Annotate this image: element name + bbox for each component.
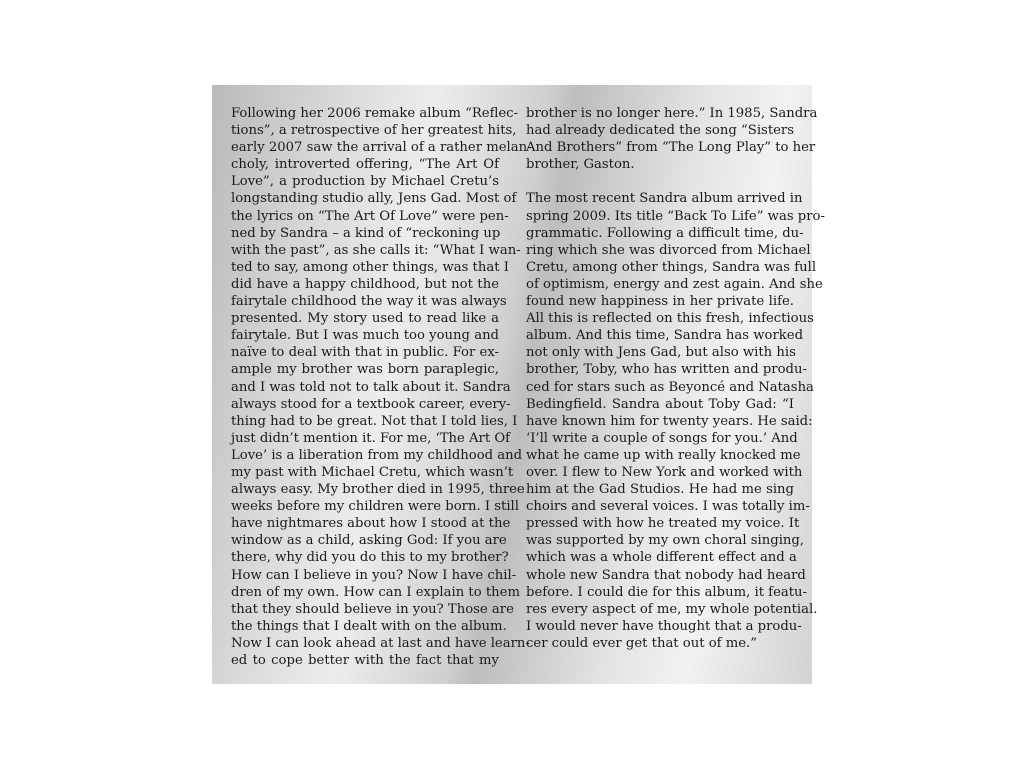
text-line: just didn’t mention it. For me, ‘The Art Of [231, 430, 511, 446]
text-line: that they should believe in you? Those are [231, 601, 514, 617]
text-line: dren of my own. How can I explain to them [231, 584, 520, 600]
text-line: res every aspect of me, my whole potential. [526, 601, 818, 617]
text-line: pressed with how he treated my voice. It [526, 516, 800, 532]
text-line: ed to cope better with the fact that my [231, 653, 499, 668]
text-line: him at the Gad Studios. He had me sing [526, 482, 794, 498]
text-line: which was a whole different effect and a [526, 550, 797, 566]
text-line: always easy. My brother died in 1995, three [231, 482, 525, 498]
text-line: Love’ is a liberation from my childhood and [231, 447, 523, 463]
text-line: before. I could die for this album, it featu- [526, 584, 807, 600]
text-line: Love”, a production by Michael Cretu’s [231, 174, 499, 190]
text-line: and I was told not to talk about it. Sandra [231, 379, 511, 395]
text-line: was supported by my own choral singing, [526, 533, 805, 549]
text-line: did have a happy childhood, but not the [231, 276, 499, 292]
text-line: All this is reflected on this fresh, infectious [526, 311, 814, 327]
text-line: choly, introverted offering, “The Art Of [231, 157, 499, 173]
text-line: choirs and several voices. I was totally im- [526, 499, 810, 515]
text-line: album. And this time, Sandra has worked [526, 328, 804, 344]
text-line: tions”, a retrospective of her greatest hits, [231, 123, 517, 139]
text-line: the lyrics on “The Art Of Love” were pen- [231, 208, 509, 224]
text-line: not only with Jens Gad, but also with his [526, 345, 796, 361]
text-line: brother is no longer here.” In 1985, Sandra [526, 106, 818, 121]
text-line: there, why did you do this to my brother? [231, 550, 509, 566]
text-line: of optimism, energy and zest again. And she [526, 276, 823, 292]
paragraph-gap [526, 173, 794, 190]
text-line: longstanding studio ally, Jens Gad. Most of [231, 191, 517, 207]
text-line: have known him for twenty years. He said: [526, 413, 813, 429]
right-text-column [526, 105, 825, 652]
text-line: brother, Gaston. [526, 157, 635, 173]
text-line: presented. My story used to read like a [231, 311, 499, 327]
text-line: early 2007 saw the arrival of a rather melan- [231, 140, 532, 156]
text-line: what he came up with really knocked me [526, 447, 801, 463]
text-line: fairytale childhood the way it was always [231, 294, 507, 310]
text-line: fairytale. But I was much too young and [231, 328, 499, 344]
text-line: spring 2009. Its title “Back To Life” was pro- [526, 208, 825, 224]
text-line: window as a child, asking God: If you are [231, 533, 507, 549]
text-line: ring which she was divorced from Michael [526, 242, 811, 258]
text-line: have nightmares about how I stood at the [231, 516, 511, 532]
text-line: Bedingfield. Sandra about Toby Gad: “I [526, 396, 794, 412]
text-line: ted to say, among other things, was that I [231, 259, 509, 275]
text-line: my past with Michael Cretu, which wasn’t [231, 464, 514, 480]
text-line: ced for stars such as Beyoncé and Natasha [526, 379, 814, 395]
text-line: ample my brother was born paraplegic, [231, 362, 499, 378]
text-line: whole new Sandra that nobody had heard [526, 567, 806, 583]
text-line: cer could ever get that out of me.” [526, 635, 757, 651]
text-line: with the past”, as she calls it: “What I wan- [231, 242, 521, 258]
booklet-page [212, 85, 825, 684]
text-line: over. I flew to New York and worked with [526, 464, 803, 480]
text-line: thing had to be great. Not that I told lies, I [231, 413, 518, 429]
left-text-column [231, 105, 532, 669]
text-line: Now I can look ahead at last and have learn- [231, 635, 530, 651]
text-line: grammatic. Following a difficult time, du- [526, 225, 804, 241]
text-line: ‘I’ll write a couple of songs for you.’ And [526, 430, 798, 446]
text-line: brother, Toby, who has written and produ- [526, 362, 807, 378]
text-line: weeks before my children were born. I still [231, 499, 519, 515]
text-line: Cretu, among other things, Sandra was full [526, 259, 817, 275]
text-line: And Brothers” from “The Long Play” to her [526, 140, 816, 156]
text-line: ned by Sandra – a kind of “reckoning up [231, 225, 501, 241]
text-line: always stood for a textbook career, every- [231, 396, 511, 412]
text-line: naïve to deal with that in public. For ex- [231, 345, 499, 361]
text-line: How can I believe in you? Now I have chil- [231, 567, 517, 583]
text-line: found new happiness in her private life. [526, 294, 794, 310]
text-line: I would never have thought that a produ- [526, 618, 802, 634]
text-line: The most recent Sandra album arrived in [526, 191, 803, 207]
text-line: had already dedicated the song “Sisters [526, 123, 794, 139]
text-line: the things that I dealt with on the album. [231, 618, 507, 634]
text-line: Following her 2006 remake album “Reflec- [231, 106, 519, 121]
